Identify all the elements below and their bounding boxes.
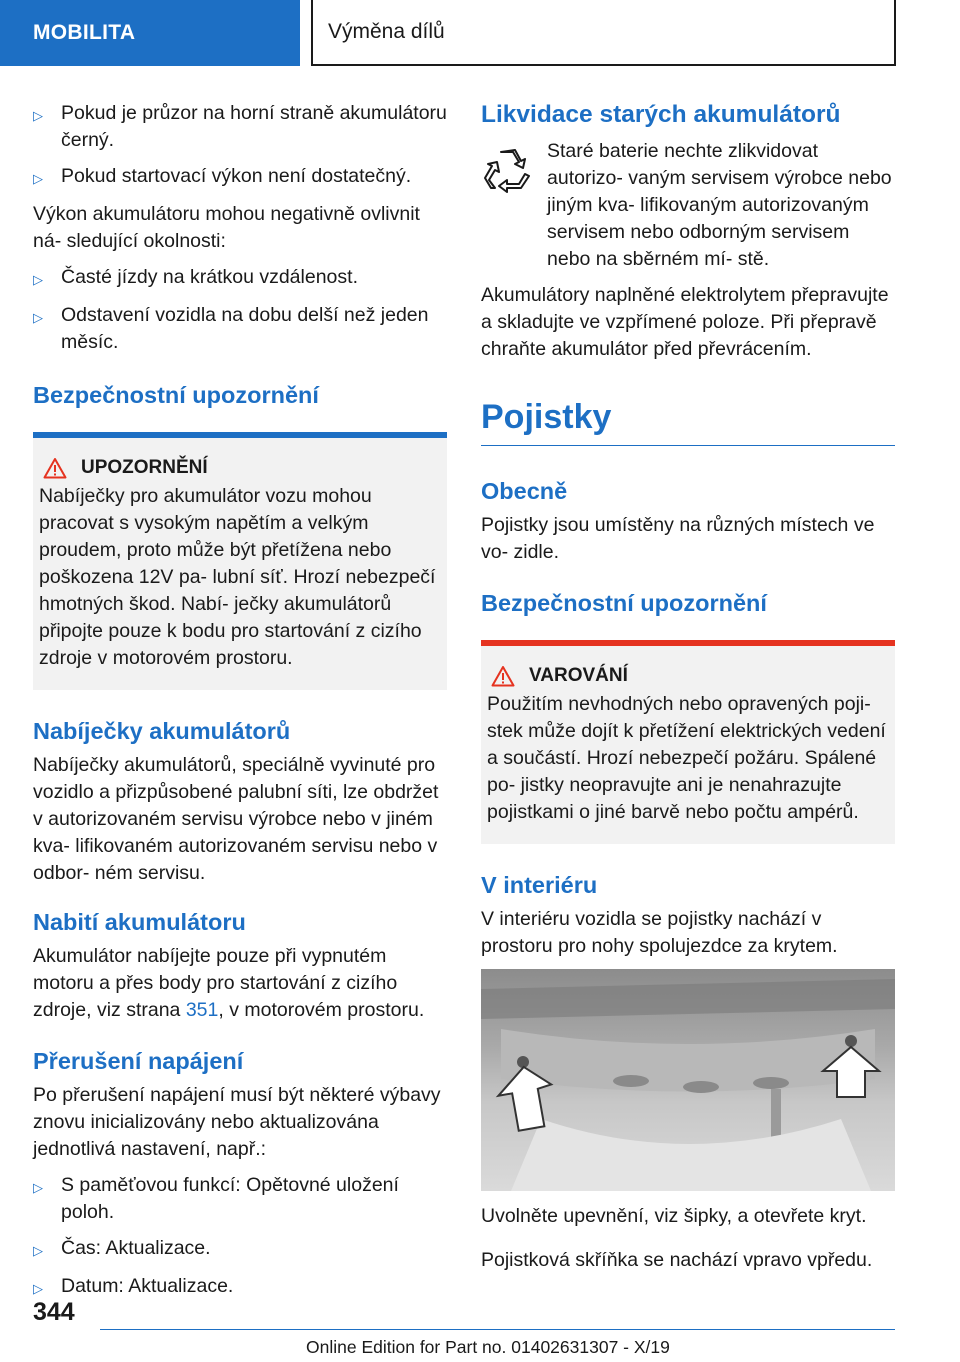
page-number: 344 [33, 1298, 75, 1326]
warning-triangle-icon [491, 665, 515, 687]
caution-text: Nabíječky pro akumulátor vozu mohou pracovat s vysokým napětím a velkým proudem, proto může být přetížena nebo poškozena 12V pa- lubní síť. Hrozí nebezpečí hmotných škod. Nabí- ječky akumulátorů připojte pouze k bodu pro startování z cizího zdroje v motorovém prostoru. [39, 485, 436, 669]
paragraph: Pojistky jsou umístěny na různých místech ve vo- zidle. [481, 514, 875, 563]
list-item: ▷ Časté jízdy na krátkou vzdálenost. [33, 264, 447, 293]
paragraph: Akumulátor nabíjejte pouze při vypnutém motoru a přes body pro startování z cizího zdroje, viz strana 351, v motorovém prostoru. [33, 945, 425, 1021]
list-item: ▷ Čas: Aktualizace. [33, 1235, 447, 1264]
paragraph: Výkon akumulátoru mohou negativně ovlivnit ná- sledující okolnosti: [33, 203, 420, 252]
heading-interior: V interiéru [481, 872, 598, 898]
list-item: ▷ Pokud je průzor na horní straně akumulátoru černý. [33, 100, 447, 154]
caution-title: UPOZORNĚNÍ [81, 457, 208, 478]
header-chapter-tab: MOBILITA [0, 0, 300, 66]
caution-box [33, 432, 447, 690]
left-column [33, 100, 447, 1311]
warning-text: Použitím nevhodných nebo opravených poji- stek může dojít k přetížení elektrických vedení a součástí. Hrozí nebezpečí požáru. Spálené po- jistky neopravujte ani je nenahrazujte pojistkami o jiné barvě nebo počtu ampérů. [487, 693, 886, 823]
warning-title: VAROVÁNÍ [529, 665, 628, 686]
heading-general: Obecně [481, 478, 568, 504]
page-reference-link[interactable]: 351 [185, 999, 219, 1021]
paragraph: Uvolněte upevnění, viz šipky, a otevřete kryt. [481, 1205, 867, 1227]
right-column [481, 100, 895, 1283]
list-item: ▷ Datum: Aktualizace. [33, 1273, 447, 1302]
heading-power-interruption: Přerušení napájení [33, 1048, 244, 1074]
heading-safety-notes: Bezpečnostní upozornění [33, 382, 319, 408]
bullet-triangle-icon: ▷ [33, 108, 43, 123]
header-section-title: Výměna dílů [311, 0, 896, 66]
bullet-triangle-icon: ▷ [33, 1243, 43, 1258]
heading-fuses: Pojistky [481, 397, 895, 446]
warning-box [481, 640, 895, 844]
bullet-triangle-icon: ▷ [33, 272, 43, 287]
recycling-icon [481, 144, 533, 196]
footer-divider [100, 1329, 895, 1330]
paragraph: Akumulátory naplněné elektrolytem přepravujte a skladujte ve vzpřímené poloze. Při přepravě chraňte akumulátor před převrácením. [481, 284, 889, 360]
heading-battery-charging: Nabití akumulátoru [33, 909, 246, 935]
list-item: ▷ Odstavení vozidla na dobu delší než jeden měsíc. [33, 302, 447, 356]
bullet-triangle-icon: ▷ [33, 171, 43, 186]
paragraph: Pojistková skříňka se nachází vpravo vpředu. [481, 1249, 873, 1271]
heading-battery-disposal: Likvidace starých akumulátorů [481, 101, 841, 128]
bullet-triangle-icon: ▷ [33, 1281, 43, 1296]
paragraph: Staré baterie nechte zlikvidovat autorizo- vaným servisem výrobce nebo jiným kva- lifikovaným autorizovaným servisem nebo odborným servisem nebo na sběrném mí- stě. [547, 140, 892, 270]
list-item: ▷ S paměťovou funkcí: Opětovné uložení poloh. [33, 1172, 447, 1226]
bullet-triangle-icon: ▷ [33, 1180, 43, 1195]
heading-battery-chargers: Nabíječky akumulátorů [33, 718, 291, 744]
bullet-triangle-icon: ▷ [33, 310, 43, 325]
heading-safety-notes: Bezpečnostní upozornění [481, 590, 767, 616]
fuse-cover-photo [481, 969, 895, 1191]
paragraph: Po přerušení napájení musí být některé výbavy znovu inicializovány nebo aktualizována jednotlivá nastavení, např.: [33, 1084, 441, 1160]
paragraph: V interiéru vozidla se pojistky nachází v prostoru pro nohy spolujezdce za krytem. [481, 908, 838, 957]
warning-triangle-icon [43, 457, 67, 479]
footer-edition: Online Edition for Part no. 01402631307 - X/19 [306, 1337, 670, 1357]
list-item: ▷ Pokud startovací výkon není dostatečný. [33, 163, 447, 192]
paragraph: Nabíječky akumulátorů, speciálně vyvinuté pro vozidlo a přizpůsobené palubní síti, lze obdržet v autorizovaném servisu výrobce nebo v jiném kva- lifikovaném autorizovaném servisu nebo v odbor- ném servisu. [33, 754, 439, 884]
